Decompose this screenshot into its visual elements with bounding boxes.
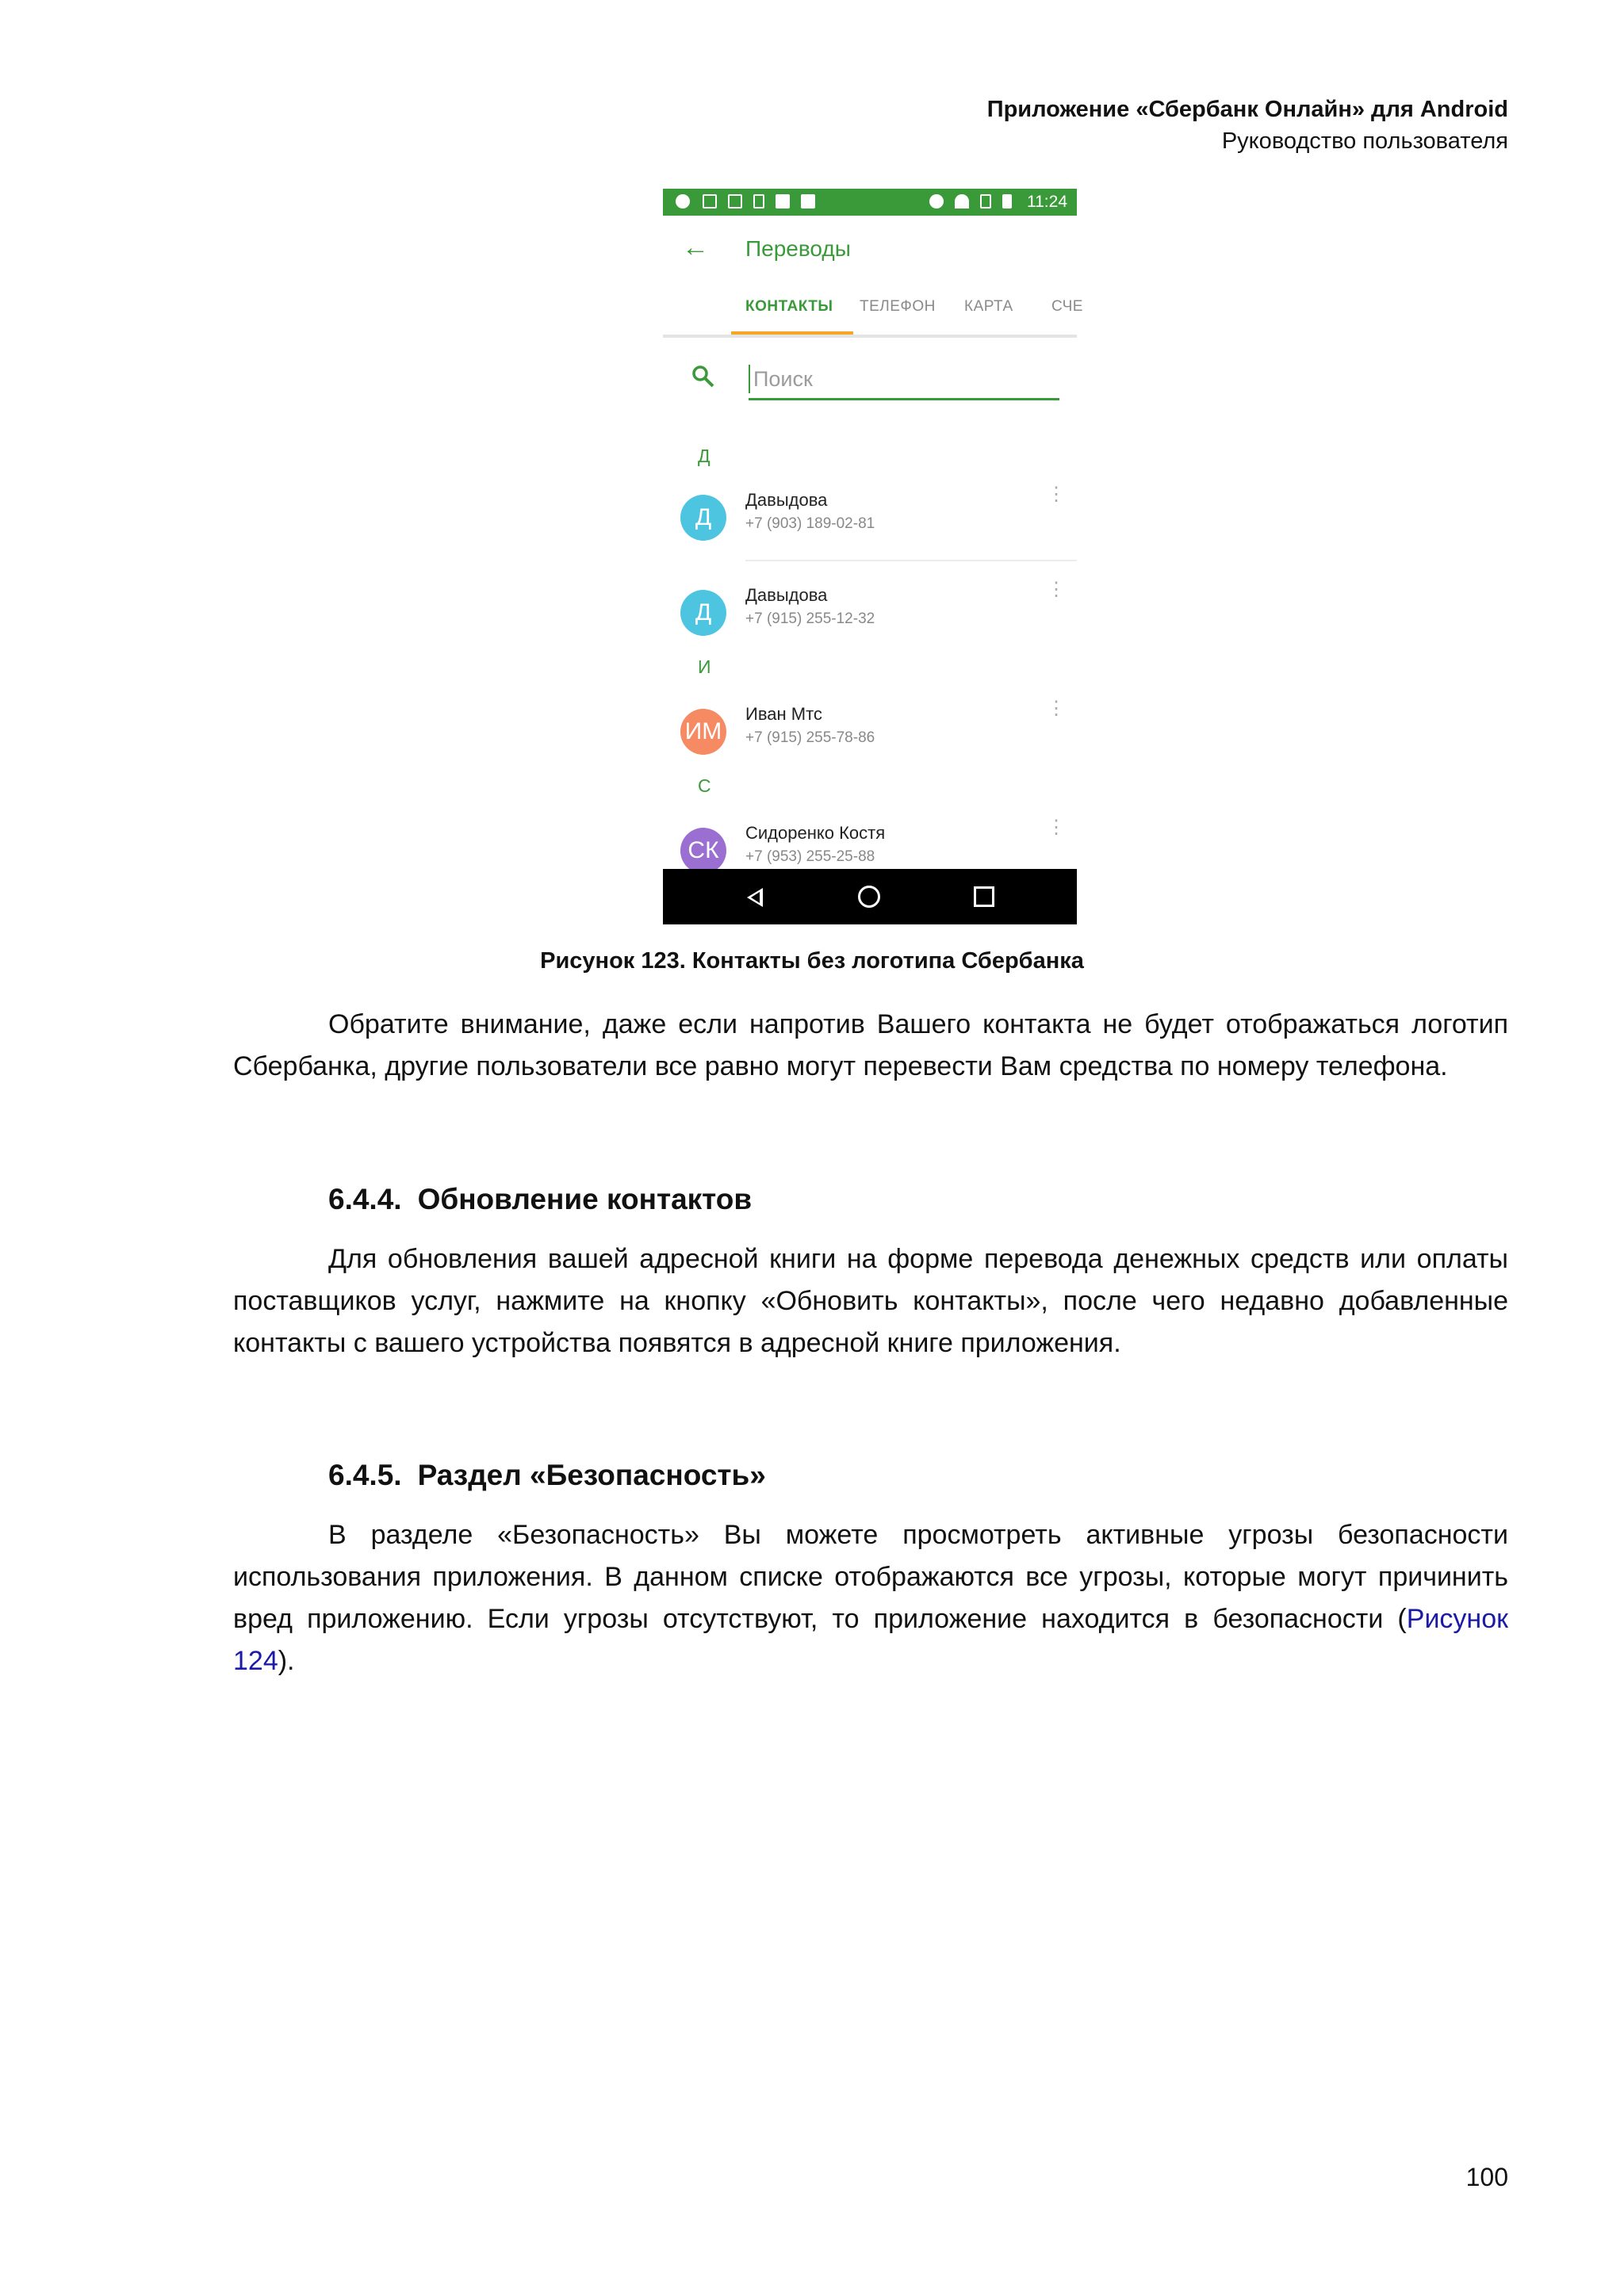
status-time: 11:24 xyxy=(1027,193,1067,211)
image-icon xyxy=(703,194,717,209)
body-paragraph xyxy=(233,1004,1508,1088)
paragraph-text: Обратите внимание, даже если напротив Вашего контакта не будет отображаться логотип Сбербанка, другие пользователи все равно могут перевести Вам средства по номеру телефона. xyxy=(233,1009,1508,1081)
search-underline xyxy=(749,398,1059,400)
tab-phone[interactable]: ТЕЛЕФОН xyxy=(860,298,936,315)
status-bar xyxy=(663,189,1077,216)
paragraph-text-main: В разделе «Безопасность» Вы можете просмотреть активные угрозы безопасности использования приложения. В данном списке отображаются все угрозы, которые могут причинить вред приложению. Если угрозы отсутствуют, то приложение находится в безопасности ( xyxy=(233,1520,1508,1634)
contact-item[interactable] xyxy=(663,579,1077,661)
section-letter-s: С xyxy=(698,775,711,796)
body-paragraph xyxy=(233,1238,1508,1364)
paragraph-text: Для обновления вашей адресной книги на форме перевода денежных средств или оплаты поставщиков услуг, нажмите на кнопку «Обновить контакты», после чего недавно добавленные контакты с вашего устройства появятся в адресной книге приложения. xyxy=(233,1244,1508,1358)
photo-icon xyxy=(801,194,815,209)
contact-name: Давыдова xyxy=(745,585,828,605)
notification-icon xyxy=(676,194,690,209)
do-not-disturb-icon xyxy=(929,194,944,209)
page-header xyxy=(987,94,1508,157)
photo-icon xyxy=(776,194,790,209)
contact-name: Сидоренко Костя xyxy=(745,823,886,843)
avatar: Д xyxy=(680,495,726,541)
paragraph-text xyxy=(233,1514,1508,1682)
section-heading-644 xyxy=(328,1183,752,1216)
tab-card[interactable]: КАРТА xyxy=(964,298,1013,315)
more-vert-icon[interactable]: ⋮ xyxy=(1047,817,1066,838)
contact-name: Давыдова xyxy=(745,490,828,510)
section-title: Раздел «Безопасность» xyxy=(417,1459,766,1491)
arrow-left-icon[interactable]: ← xyxy=(682,232,709,262)
section-letter-d: Д xyxy=(698,446,710,466)
contact-item[interactable] xyxy=(663,698,1077,780)
document-subtitle: Руководство пользователя xyxy=(1221,128,1508,154)
more-vert-icon[interactable]: ⋮ xyxy=(1047,698,1066,719)
figure-link[interactable]: Рисунок 124 xyxy=(233,1604,1508,1676)
body-paragraph xyxy=(233,1514,1508,1682)
contact-phone: +7 (953) 255-25-88 xyxy=(745,848,875,865)
section-number: 6.4.4. xyxy=(328,1183,402,1215)
page-number: 100 xyxy=(1465,2163,1508,2191)
search-input[interactable]: Поиск xyxy=(749,365,926,393)
contact-name: Иван Мтс xyxy=(745,704,822,724)
nav-back-icon[interactable] xyxy=(747,888,763,907)
document-title: Приложение «Сбербанк Онлайн» для Android xyxy=(986,97,1508,122)
more-vert-icon[interactable]: ⋮ xyxy=(1047,484,1066,505)
avatar: СК xyxy=(680,828,726,874)
screen-title: Переводы xyxy=(745,236,851,261)
contact-item[interactable] xyxy=(663,484,1077,566)
active-tab-indicator xyxy=(731,331,853,335)
sim-icon xyxy=(753,194,764,209)
contact-phone: +7 (903) 189-02-81 xyxy=(745,515,875,532)
avatar: Д xyxy=(680,590,726,636)
signal-icon xyxy=(980,194,991,209)
more-vert-icon[interactable]: ⋮ xyxy=(1047,579,1066,600)
section-title: Обновление контактов xyxy=(417,1183,753,1215)
battery-icon xyxy=(1002,194,1012,209)
section-number: 6.4.5. xyxy=(328,1459,402,1491)
wifi-icon xyxy=(955,194,969,209)
figure-caption: Рисунок 123. Контакты без логотипа Сбербанка xyxy=(540,948,1084,974)
nav-recent-icon[interactable] xyxy=(974,886,994,907)
tab-bar xyxy=(663,284,1083,338)
paragraph-text-end: ). xyxy=(278,1646,295,1676)
tab-account[interactable]: СЧЕ xyxy=(1051,298,1083,315)
section-heading-645 xyxy=(328,1459,766,1492)
avatar: ИМ xyxy=(680,709,726,755)
contact-phone: +7 (915) 255-78-86 xyxy=(745,729,875,746)
image-icon xyxy=(728,194,742,209)
list-divider xyxy=(745,560,1077,561)
contact-phone: +7 (915) 255-12-32 xyxy=(745,610,875,627)
app-toolbar xyxy=(663,216,1077,279)
phone-screenshot xyxy=(663,189,1083,924)
android-nav-bar xyxy=(663,869,1077,924)
search-icon xyxy=(691,365,715,388)
section-letter-i: И xyxy=(698,656,711,677)
nav-home-icon[interactable] xyxy=(858,886,880,908)
tab-contacts[interactable]: КОНТАКТЫ xyxy=(745,298,833,315)
